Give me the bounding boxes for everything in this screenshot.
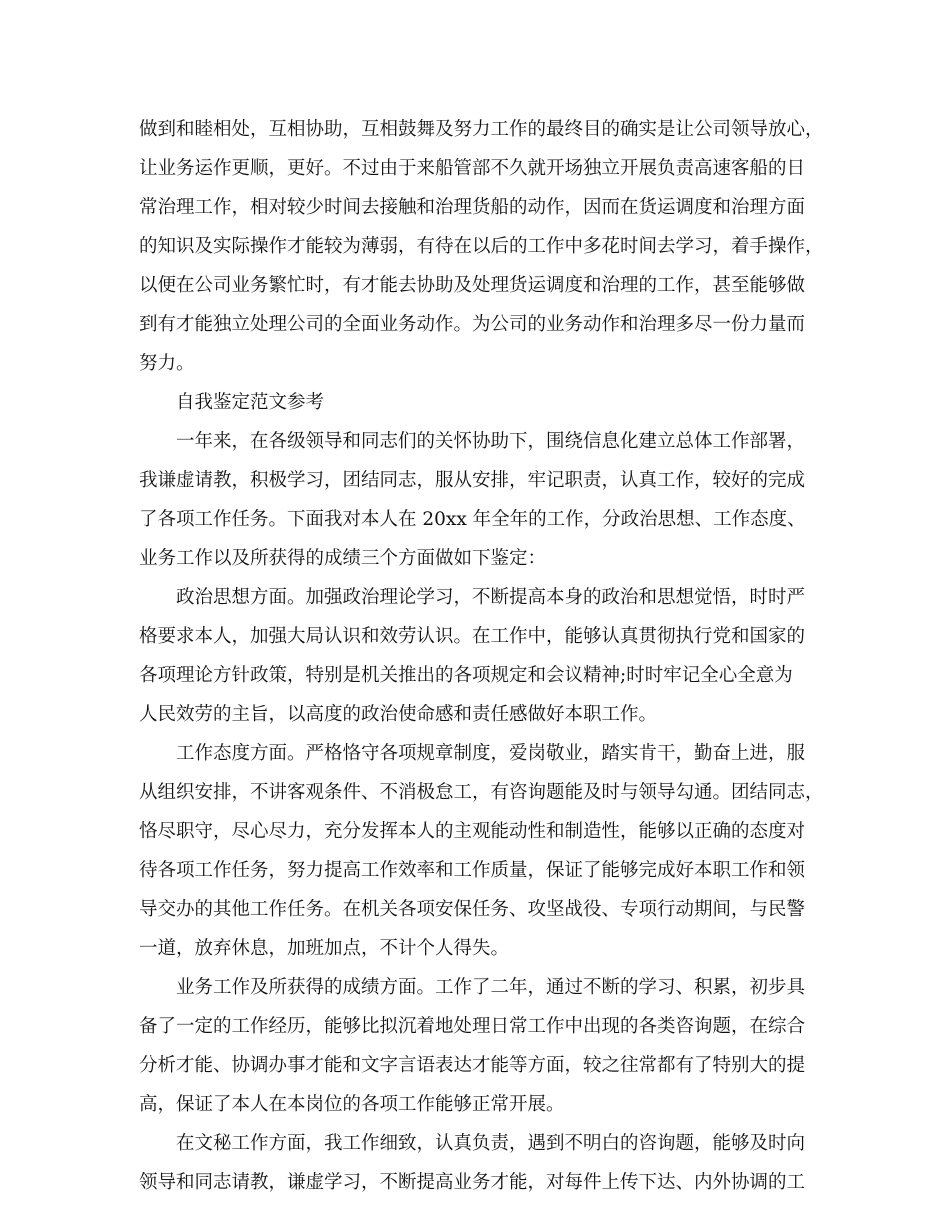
text-line: 从组织安排，不讲客观条件、不消极怠工，有咨询题能及时与领导勾通。团结同志， [139, 782, 824, 803]
text-line: 以便在公司业务繁忙时，有才能去协助及处理货运调度和治理的工作，甚至能够做 [139, 275, 806, 296]
text-line: 导交办的其他工作任务。在机关各项安保任务、攻坚战役、专项行动期间，与民警 [139, 899, 806, 920]
text-line: 业务工作以及所获得的成绩三个方面做如下鉴定： [139, 548, 547, 569]
text-line: 做到和睦相处，互相协助，互相鼓舞及努力工作的最终目的确实是让公司领导放心， [139, 119, 824, 140]
text-line: 让业务运作更顺，更好。不过由于来船管部不久就开场独立开展负责高速客船的日 [139, 158, 806, 179]
text-line: 的知识及实际操作才能较为薄弱，有待在以后的工作中多花时间去学习，着手操作， [139, 236, 824, 257]
text-line: 高，保证了本人在本岗位的各项工作能够正常开展。 [139, 1094, 565, 1115]
text-line: 在文秘工作方面，我工作细致，认真负责，遇到不明白的咨询题，能够及时向 [176, 1133, 806, 1154]
text-line: 一道，放弃休息，加班加点，不计个人得失。 [139, 938, 510, 959]
text-line: 人民效劳的主旨，以高度的政治使命感和责任感做好本职工作。 [139, 704, 658, 725]
text-line: 领导和同志请教，谦虚学习，不断提高业务才能，对每件上传下达、内外协调的工 [139, 1172, 806, 1193]
text-line: 各项理论方针政策，特别是机关推出的各项规定和会议精神;时时牢记全心全意为 [139, 665, 793, 686]
text-line: 到有才能独立处理公司的全面业务动作。为公司的业务动作和治理多尽一份力量而 [139, 314, 806, 335]
text-line: 备了一定的工作经历，能够比拟沉着地处理日常工作中出现的各类咨询题，在综合 [139, 1016, 806, 1037]
text-line: 了各项工作任务。下面我对本人在 20xx 年全年的工作，分政治思想、工作态度、 [139, 509, 806, 530]
text-line: 业务工作及所获得的成绩方面。工作了二年，通过不断的学习、积累，初步具 [176, 977, 806, 998]
text-line: 格要求本人，加强大局认识和效劳认识。在工作中，能够认真贯彻执行党和国家的 [139, 626, 806, 647]
section-heading: 自我鉴定范文参考 [176, 392, 325, 413]
text-line: 分析才能、协调办事才能和文字言语表达才能等方面，较之往常都有了特别大的提 [139, 1055, 806, 1076]
text-line: 我谦虚请教，积极学习，团结同志，服从安排，牢记职责，认真工作，较好的完成 [139, 470, 806, 491]
text-line: 努力。 [139, 353, 195, 374]
text-line: 待各项工作任务，努力提高工作效率和工作质量，保证了能够完成好本职工作和领 [139, 860, 806, 881]
text-line: 常治理工作，相对较少时间去接触和治理货船的动作，因而在货运调度和治理方面 [139, 197, 806, 218]
text-line: 政治思想方面。加强政治理论学习，不断提高本身的政治和思想觉悟，时时严 [176, 587, 806, 608]
text-line: 工作态度方面。严格恪守各项规章制度，爱岗敬业，踏实肯干，勤奋上进，服 [176, 743, 806, 764]
text-line: 一年来，在各级领导和同志们的关怀协助下，围绕信息化建立总体工作部署， [176, 431, 806, 452]
text-line: 恪尽职守，尽心尽力，充分发挥本人的主观能动性和制造性，能够以正确的态度对 [139, 821, 806, 842]
